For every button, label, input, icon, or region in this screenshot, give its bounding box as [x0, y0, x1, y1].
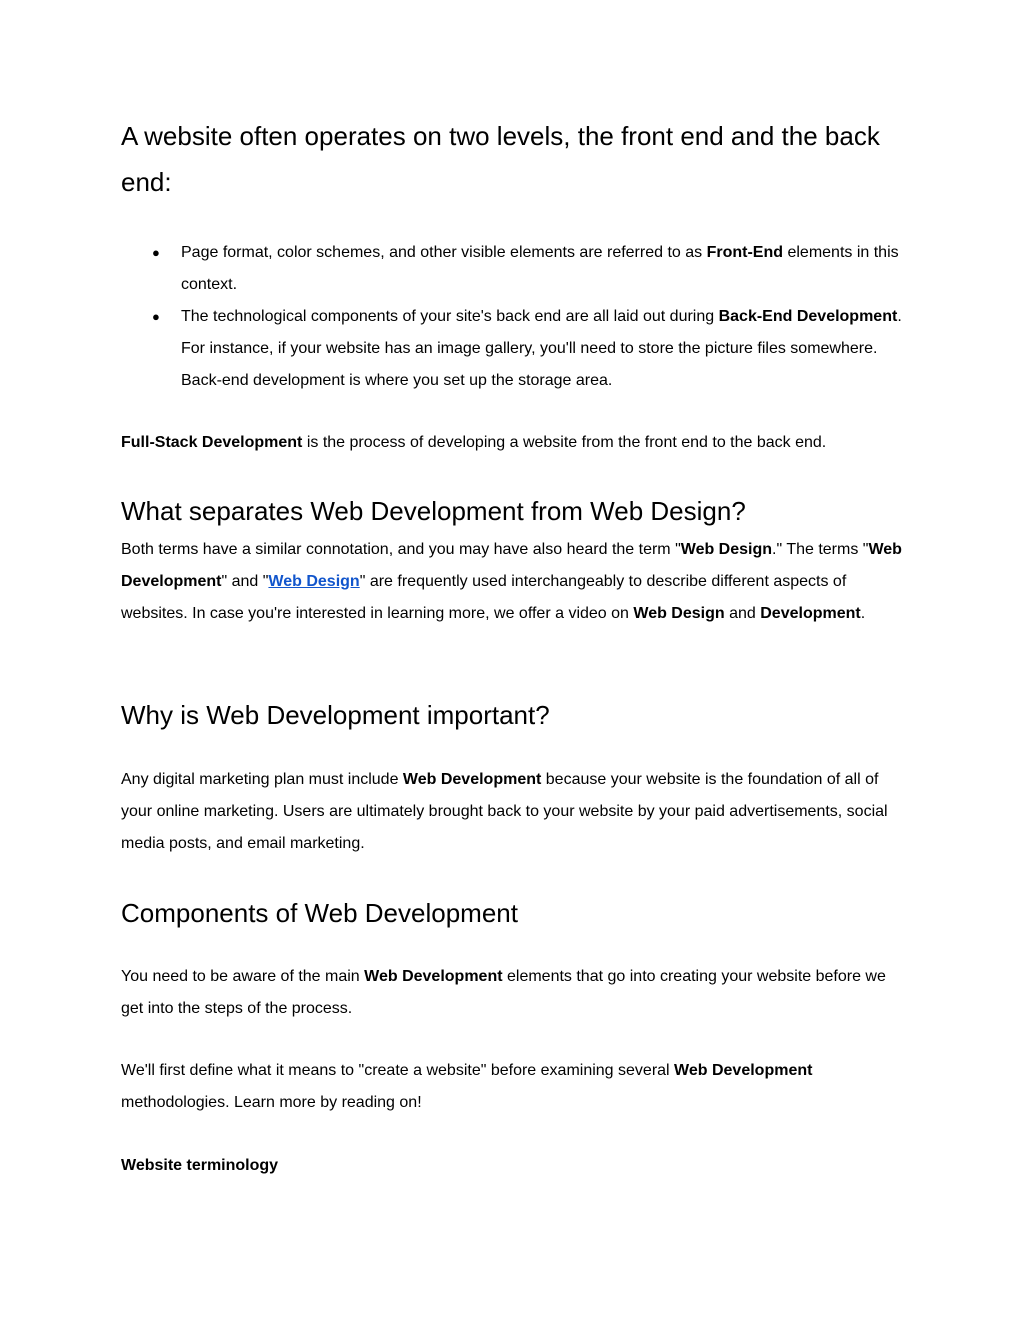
heading-web-dev-vs-design: What separates Web Development from Web Design?	[121, 496, 746, 526]
bold-term: Web Design	[633, 605, 725, 622]
bullet-text: The technological components of your site's back end are all laid out during	[181, 308, 719, 325]
levels-bullet-list	[121, 237, 921, 397]
paragraph-text: is the process of developing a website from the front end to the back end.	[302, 434, 827, 451]
subheading-website-terminology	[121, 1150, 911, 1182]
paragraph-web-dev-vs-design	[121, 534, 906, 630]
paragraph-components-methods	[121, 1055, 906, 1119]
bold-term: Development	[760, 605, 861, 622]
paragraph-components-intro	[121, 961, 906, 1025]
bullet-front-end	[121, 237, 921, 301]
bullet-back-end	[121, 301, 921, 397]
paragraph-text: We'll first define what it means to "create a website" before examining several	[121, 1062, 675, 1079]
paragraph-text: and	[724, 605, 761, 622]
paragraph-full-stack	[121, 427, 911, 459]
paragraph-text: " are frequently used interchangeably to describe different aspects of websites. In case you're interested in learning more, we offer a video on	[121, 573, 847, 622]
paragraph-why-important	[121, 764, 906, 860]
bold-term: Web Development	[121, 541, 902, 590]
paragraph-text: Any digital marketing plan must include	[121, 771, 403, 788]
bullet-text: elements in this context.	[181, 244, 899, 293]
web-design-link[interactable]: Web Design	[268, 573, 360, 590]
paragraph-text: ." The terms "	[772, 541, 869, 558]
paragraph-text: " and "	[221, 573, 269, 590]
paragraph-text: methodologies. Learn more by reading on!	[121, 1094, 422, 1111]
heading-why-important: Why is Web Development important?	[121, 700, 550, 730]
bullet-icon: ●	[152, 309, 160, 324]
bold-term: Web Design	[680, 541, 773, 558]
paragraph-text: You need to be aware of the main	[121, 968, 365, 985]
bullet-bold-term: Back-End Development	[718, 308, 898, 325]
paragraph-text: Both terms have a similar connotation, and you may have also heard the term "	[121, 541, 681, 558]
paragraph-text: because your website is the foundation of all of your online marketing. Users are ultimately brought back to your website by your paid advertisements, social media posts, and email marketing.	[121, 771, 888, 852]
bullet-bold-term: Front-End	[706, 244, 784, 261]
bullet-text: . For instance, if your website has an image gallery, you'll need to store the picture files somewhere. Back-end development is where you set up the storage area.	[181, 308, 902, 389]
bold-term: Web Development	[402, 771, 542, 788]
bullet-text: Page format, color schemes, and other visible elements are referred to as	[181, 244, 707, 261]
bold-term: Full-Stack Development	[121, 434, 303, 451]
paragraph-text: .	[860, 605, 866, 622]
heading-components: Components of Web Development	[121, 898, 518, 928]
bold-subheading: Website terminology	[121, 1157, 279, 1174]
bold-term: Web Development	[364, 968, 503, 985]
bullet-icon: ●	[152, 245, 160, 260]
heading-two-levels: A website often operates on two levels, the front end and the back end:	[121, 121, 880, 197]
bold-term: Web Development	[674, 1062, 813, 1079]
paragraph-text: elements that go into creating your website before we get into the steps of the process.	[121, 968, 886, 1017]
